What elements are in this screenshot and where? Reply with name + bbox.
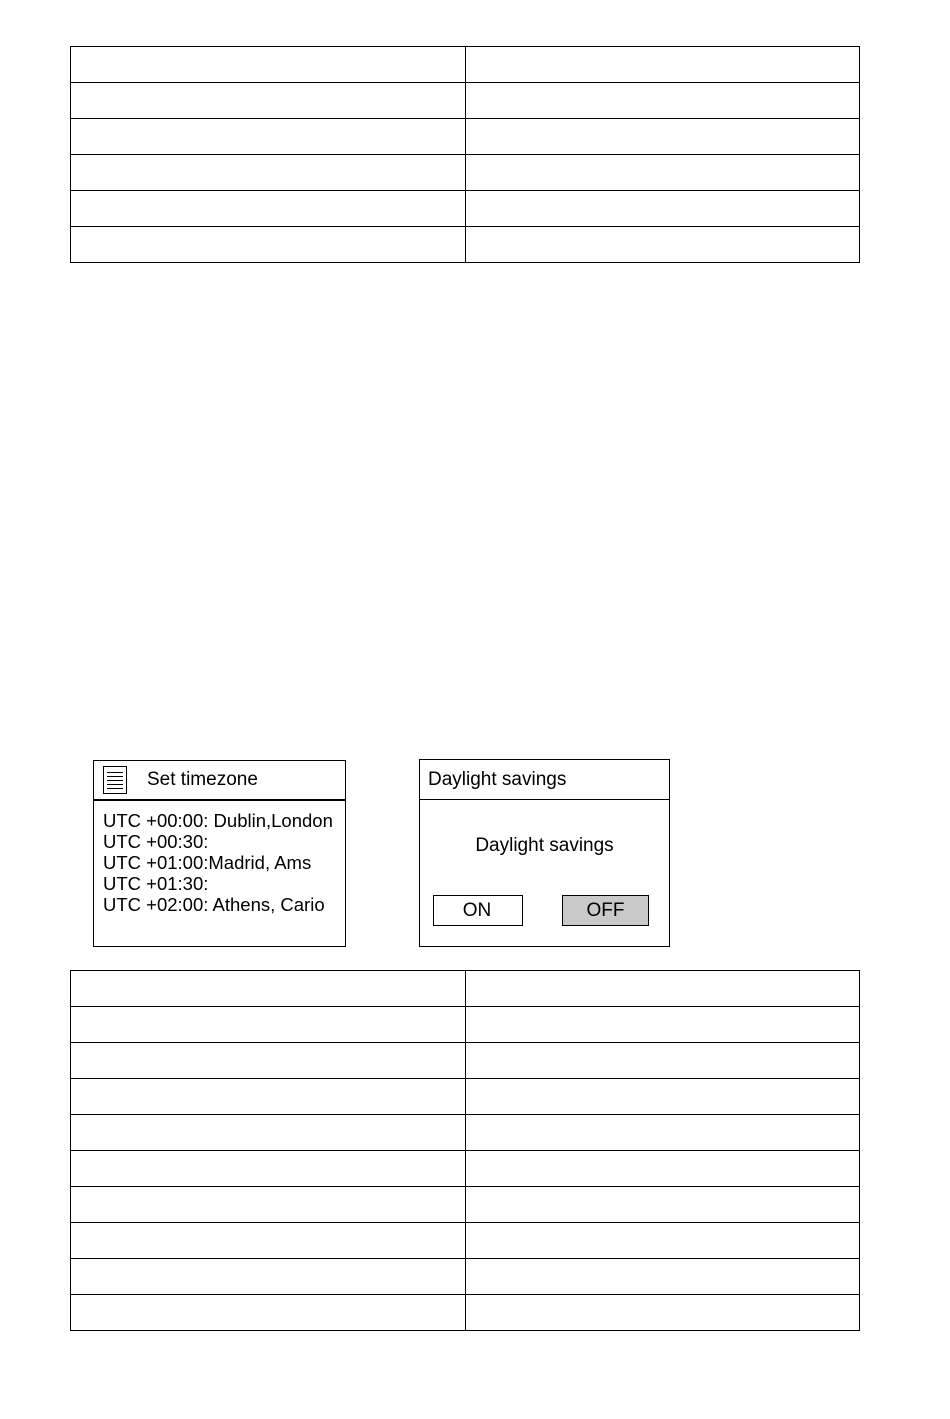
timezone-list (94, 801, 345, 915)
table-cell (71, 83, 466, 119)
table-cell (71, 227, 466, 263)
table-cell (465, 1043, 860, 1079)
table-cell (465, 47, 860, 83)
table-cell (465, 155, 860, 191)
off-button[interactable]: OFF (562, 895, 649, 926)
table-cell (465, 1223, 860, 1259)
table-cell (465, 1295, 860, 1331)
table-cell (71, 1295, 466, 1331)
table-row (71, 155, 860, 191)
table-cell (71, 1223, 466, 1259)
on-button[interactable]: ON (433, 895, 523, 926)
table-cell (71, 1187, 466, 1223)
table-cell (71, 1043, 466, 1079)
table-cell (71, 1151, 466, 1187)
daylight-header (420, 760, 669, 800)
set-timezone-screen (93, 760, 346, 947)
table-row (71, 971, 860, 1007)
table-cell (71, 1259, 466, 1295)
table-row (71, 191, 860, 227)
timezone-option[interactable]: UTC +01:30: (103, 873, 209, 894)
table-row (71, 1043, 860, 1079)
menu-list-icon (103, 766, 127, 794)
bottom-table (70, 970, 860, 1331)
table-cell (71, 1079, 466, 1115)
timezone-option[interactable]: UTC +02:00: Athens, Cario (103, 894, 325, 915)
table-cell (465, 1007, 860, 1043)
top-table (70, 46, 860, 263)
table-cell (465, 83, 860, 119)
table-cell (71, 155, 466, 191)
table-cell (71, 1007, 466, 1043)
timezone-option[interactable]: UTC +00:00: Dublin,London (103, 810, 333, 831)
daylight-savings-screen (419, 759, 670, 947)
table-row (71, 1151, 860, 1187)
table-row (71, 1223, 860, 1259)
daylight-title: Daylight savings (428, 768, 567, 790)
table-row (71, 1007, 860, 1043)
timezone-option[interactable]: UTC +00:30: (103, 831, 209, 852)
table-cell (71, 971, 466, 1007)
timezone-header (94, 761, 345, 801)
table-cell (465, 1151, 860, 1187)
table-cell (465, 191, 860, 227)
table-row (71, 1259, 860, 1295)
table-row (71, 47, 860, 83)
table-cell (71, 47, 466, 83)
daylight-prompt: Daylight savings (475, 835, 614, 856)
table-cell (465, 119, 860, 155)
table-cell (71, 1115, 466, 1151)
table-cell (465, 971, 860, 1007)
table-row (71, 227, 860, 263)
top-table-body (71, 47, 860, 263)
table-cell (465, 1079, 860, 1115)
table-cell (465, 1115, 860, 1151)
table-cell (71, 119, 466, 155)
table-row (71, 1295, 860, 1331)
table-cell (71, 191, 466, 227)
table-row (71, 1115, 860, 1151)
timezone-title: Set timezone (147, 769, 258, 790)
table-row (71, 1187, 860, 1223)
table-row (71, 83, 860, 119)
table-cell (465, 1187, 860, 1223)
bottom-table-body (71, 971, 860, 1331)
timezone-option[interactable]: UTC +01:00:Madrid, Ams (103, 852, 312, 873)
table-cell (465, 227, 860, 263)
table-row (71, 1079, 860, 1115)
table-row (71, 119, 860, 155)
table-cell (465, 1259, 860, 1295)
